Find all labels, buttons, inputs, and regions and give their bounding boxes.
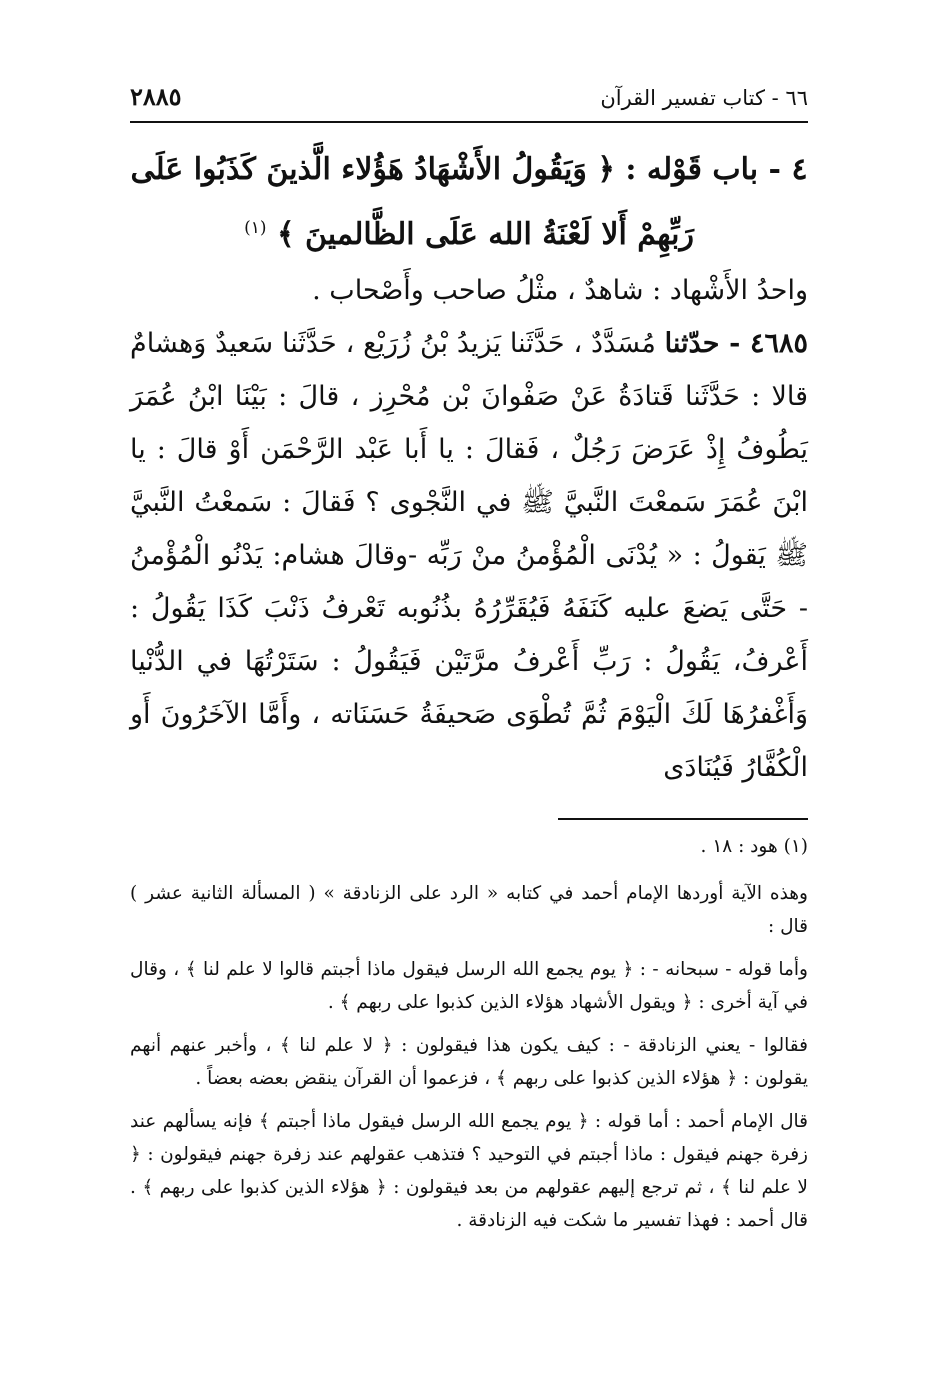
footnote-item: (١) هود : ١٨ .	[700, 836, 808, 857]
running-head	[130, 82, 808, 123]
footnote-item: وأما قوله - سبحانه - : ﴿ يوم يجمع الله الرسل فيقول ماذا أجبتم قالوا لا علم لنا ﴾ ، وقال في آية أخرى : ﴿ ويقول الأشهاد هؤلاء الذين كذبوا على ربهم ﴾ .	[130, 959, 808, 1013]
footnote-item: قال الإمام أحمد : أما قوله : ﴿ يوم يجمع الله الرسل فيقول ماذا أجبتم ﴾ فإنه يسألهم عند زفرة جهنم فيقول : ماذا أجبتم في التوحيد ؟ فتذهب عقولهم عند زفرة جهنم فيقولون : ﴿ لا علم لنا ﴾ ، ثم ترجع إليهم عقولهم من بعد فيقولون : ﴿ هؤلاء الذين كذبوا على ربهم ﴾ . قال أحمد : فهذا تفسير ما شكت فيه الزنادقة .	[130, 1111, 808, 1231]
chapter-heading-line2	[130, 199, 808, 264]
page-number: ٢٨٨٥	[130, 82, 182, 111]
hadith-paragraph	[130, 317, 808, 794]
main-text	[130, 264, 808, 794]
book-page	[130, 82, 808, 1247]
chapter-heading-line2-text: رَبِّهِمْ أَلا لَعْنَةُ الله عَلَى الظَّالمينَ ﴾	[276, 217, 694, 252]
footnotes	[130, 830, 808, 1237]
chapter-heading-line1: ٤ - باب قَوْله : ﴿ وَيَقُولُ الأَشْهَادُ هَؤُلاء الَّذينَ كَذَبُوا عَلَى	[130, 152, 808, 187]
hadith-text: مُسَدَّدٌ ، حَدَّثَنا يَزيدُ بْنُ زُرَيْع ، حَدَّثَنا سَعيدٌ وَهشامٌ قالا : حَدَّثَنا قَتادَةُ عَنْ صَفْوانَ بْن مُحْرِز ، قالَ : بَيْنَا ابْنُ عُمَرَ يَطُوفُ إِذْ عَرَضَ رَجُلٌ ، فَقالَ : يا أَبا عَبْد الرَّحْمَن أَوْ قالَ : يا ابْنَ عُمَرَ سَمعْتَ النَّبيَّ ﷺ في النَّجْوى ؟ فَقالَ : سَمعْتُ النَّبيَّ ﷺ يَقولُ : « يُدْنَى الْمُؤْمنُ منْ رَبِّه -وقالَ هشام: يَدْنُو الْمُؤْمنُ - حَتَّى يَضعَ عليه كَنَفَهُ فَيُقَرِّرُهُ بذُنُوبه تَعْرفُ ذَنْبَ كَذَا يَقُولُ : أَعْرفُ، يَقُولُ : رَبِّ أَعْرفُ مرَّتَيْن فَيَقُولُ : سَتَرْتُهَا في الدُّنْيا وَأَغْفرُهَا لَكَ الْيَوْمَ ثُمَّ تُطْوَى صَحيفَةُ حَسَنَاته ، وأَمَّا الآخَرُونَ أَو الْكُفَّارُ فَيُنَادَى	[130, 328, 808, 783]
footnote-reference: (١)	[244, 218, 267, 238]
gloss-paragraph: واحدُ الأَشْهاد : شاهدٌ ، مثْلُ صاحب وأَصْحاب .	[312, 275, 808, 306]
hadith-number: ٤٦٨٥ - حدّثنا	[664, 328, 808, 359]
footnote-item: فقالوا - يعني الزنادقة - : كيف يكون هذا فيقولون : ﴿ لا علم لنا ﴾ ، وأخبر عنهم أنهم يقولون : ﴿ هؤلاء الذين كذبوا على ربهم ﴾ ، فزعموا أن القرآن ينقض بعضه بعضاً .	[130, 1035, 808, 1089]
footnote-item: وهذه الآية أوردها الإمام أحمد في كتابه « الرد على الزنادقة » ( المسألة الثانية عشر ) قال :	[130, 883, 808, 937]
running-head-title: ٦٦ - كتاب تفسير القرآن	[600, 86, 808, 110]
chapter-heading	[130, 141, 808, 264]
footnote-divider	[558, 818, 808, 820]
